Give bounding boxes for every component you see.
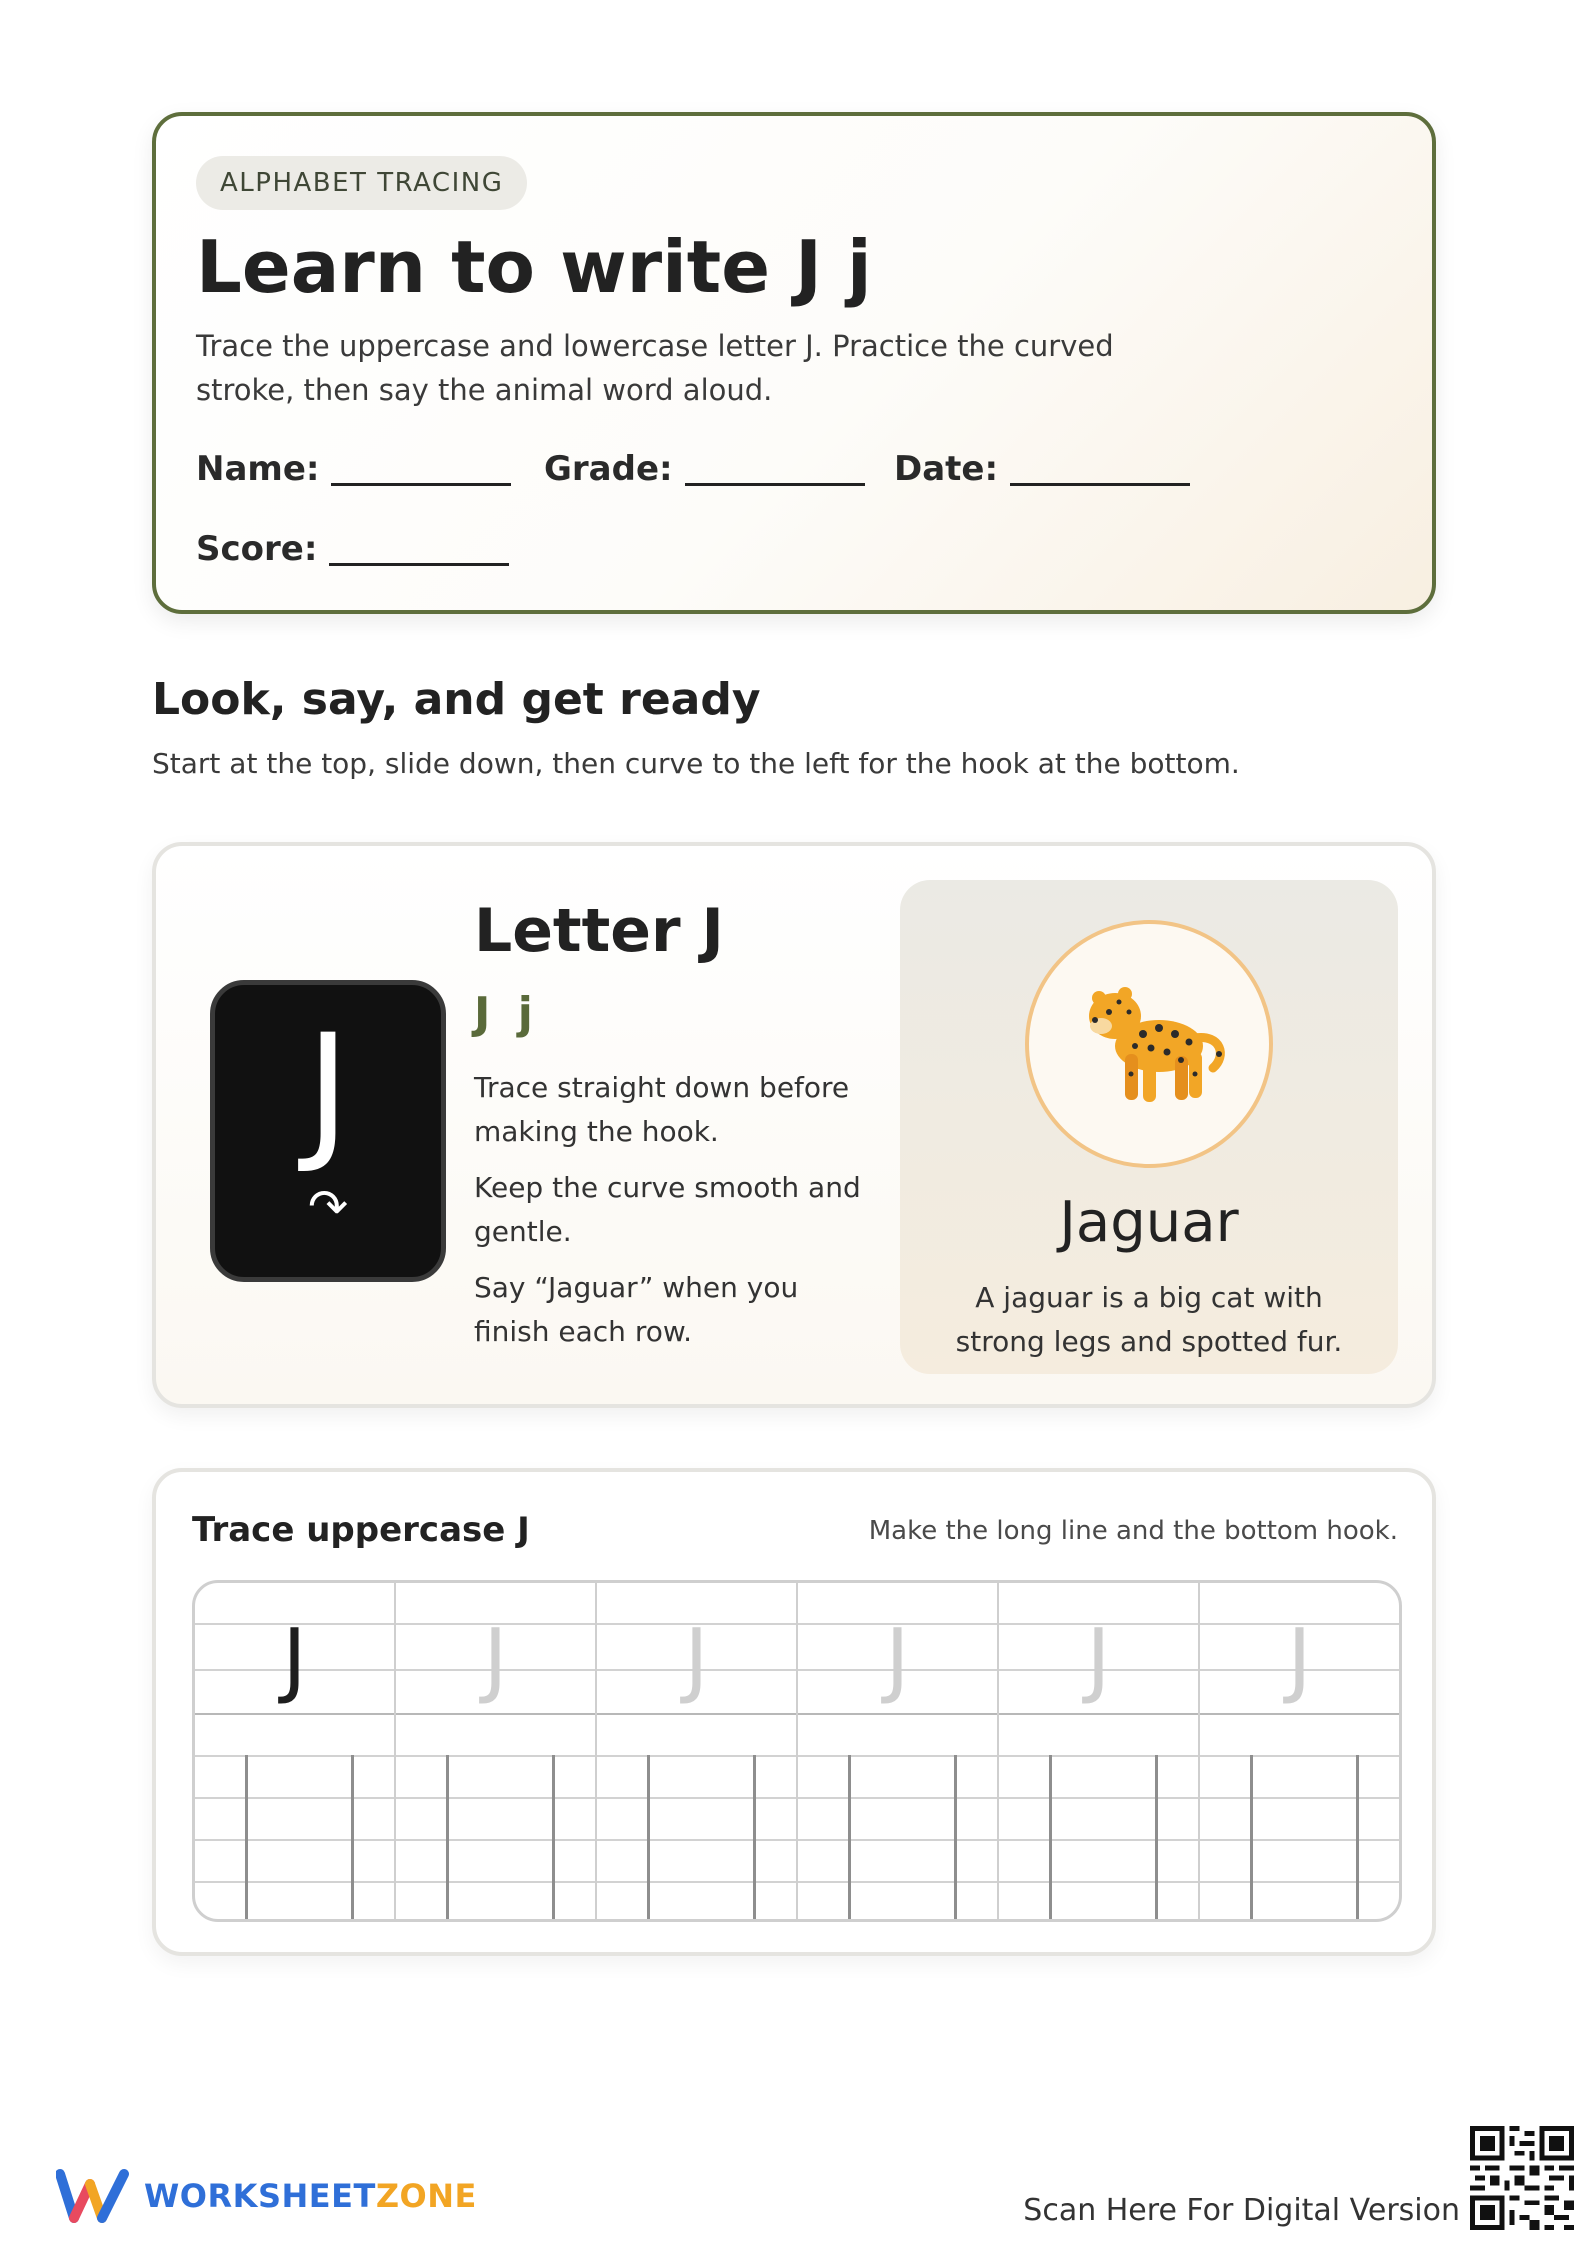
animal-description: A jaguar is a big cat with strong legs and spotted fur. xyxy=(955,1281,1343,1358)
trace-letter[interactable]: J xyxy=(1287,1612,1312,1707)
tip-item: Trace straight down before making the hook. xyxy=(474,1071,850,1148)
tile-letter: J xyxy=(305,1003,351,1177)
curve-arrow-icon: ↷ xyxy=(307,1179,349,1235)
trace-letter[interactable]: J xyxy=(684,1612,709,1707)
trace-cell[interactable] xyxy=(798,1583,999,1919)
brand-main: WORKSHEET xyxy=(144,2177,376,2215)
worksheetzone-logo-icon xyxy=(56,2168,130,2224)
score-blank[interactable] xyxy=(329,536,509,566)
section-title: Look, say, and get ready xyxy=(152,674,761,725)
name-blank[interactable] xyxy=(331,456,511,486)
jaguar-icon xyxy=(1073,976,1233,1116)
brand-name xyxy=(144,2177,477,2215)
animal-circle xyxy=(1025,920,1273,1168)
tracing-grid[interactable] xyxy=(192,1580,1402,1922)
trace-letter[interactable]: J xyxy=(483,1612,508,1707)
name-label: Name: xyxy=(196,449,320,489)
score-label: Score: xyxy=(196,529,318,569)
date-label: Date: xyxy=(894,449,999,489)
trace-cell[interactable] xyxy=(396,1583,597,1919)
section-subtitle: Start at the top, slide down, then curve to the left for the hook at the bottom. xyxy=(152,747,1240,780)
qr-code-icon[interactable] xyxy=(1470,2126,1574,2230)
brand-logo[interactable] xyxy=(56,2168,477,2224)
animal-name: Jaguar xyxy=(1059,1190,1239,1255)
letter-pair: J j xyxy=(474,988,539,1039)
intro-text: Trace the uppercase and lowercase letter J. Practice the curved stroke, then say the animal word aloud. xyxy=(196,329,1114,407)
scan-instruction: Scan Here For Digital Version xyxy=(1023,2193,1460,2228)
trace-cell[interactable] xyxy=(597,1583,798,1919)
trace-cell[interactable] xyxy=(195,1583,396,1919)
model-letter: J xyxy=(282,1612,307,1707)
brand-accent: ZONE xyxy=(375,2177,477,2215)
tip-item: Keep the curve smooth and gentle. xyxy=(474,1171,861,1248)
trace-letter[interactable]: J xyxy=(1086,1612,1111,1707)
trace-cell[interactable] xyxy=(1200,1583,1399,1919)
tip-item: Say “Jaguar” when you finish each row. xyxy=(474,1271,799,1348)
score-field[interactable] xyxy=(196,529,509,569)
category-tag: ALPHABET TRACING xyxy=(196,156,527,210)
date-field[interactable] xyxy=(894,449,1190,489)
tips-list xyxy=(474,1066,864,1366)
page-title: Learn to write J j xyxy=(196,225,872,309)
tracing-title: Trace uppercase J xyxy=(192,1510,530,1550)
letter-heading: Letter J xyxy=(474,896,724,966)
trace-cell[interactable] xyxy=(999,1583,1200,1919)
grade-blank[interactable] xyxy=(685,456,865,486)
date-blank[interactable] xyxy=(1010,456,1190,486)
trace-letter[interactable]: J xyxy=(885,1612,910,1707)
grade-field[interactable] xyxy=(544,449,865,489)
letter-tile xyxy=(210,980,446,1282)
animal-panel xyxy=(900,880,1398,1374)
worksheet-header-card xyxy=(152,112,1436,614)
tracing-hint: Make the long line and the bottom hook. xyxy=(868,1516,1398,1546)
letter-info-card xyxy=(152,842,1436,1408)
name-field[interactable] xyxy=(196,449,511,489)
tracing-card xyxy=(152,1468,1436,1956)
grade-label: Grade: xyxy=(544,449,673,489)
